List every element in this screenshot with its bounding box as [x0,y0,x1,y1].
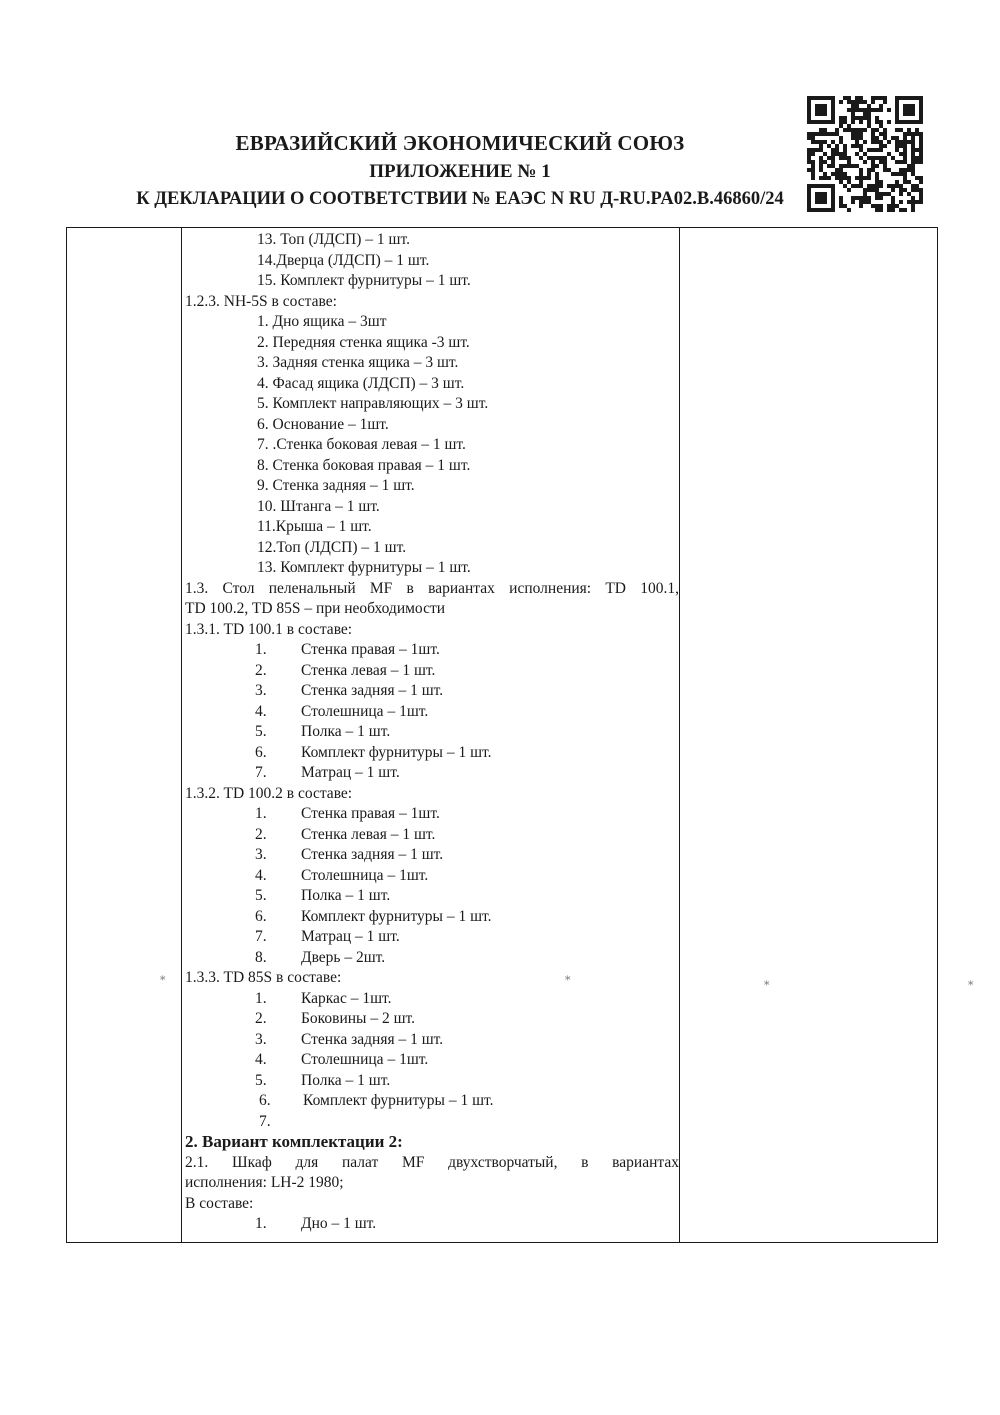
list-item-text: Столешница – 1шт. [301,702,429,720]
list-item-number: 4. [255,702,267,720]
list-item-text: Дно – 1 шт. [301,1215,377,1232]
list-item-number: 3. [255,1030,267,1048]
list-item-number: 2. [255,825,267,843]
list-item [183,948,679,969]
list-item: 13. Топ (ЛДСП) – 1 шт. [257,231,410,248]
list-item: 15. Комплект фурнитуры – 1 шт. [257,272,471,289]
list-item [183,825,679,846]
section-heading: 1.2.3. NH-5S в составе: [185,292,337,310]
list-item-text: Комплект фурнитуры – 1 шт. [303,1092,494,1109]
list-item-number: 3. [255,682,267,699]
list-item [183,927,679,948]
list-item [183,1050,679,1071]
list-item-number: 2. [255,1010,267,1027]
list-item-number: 4. [255,1051,267,1068]
list-item [183,681,679,702]
list-item-text: Стенка задняя – 1 шт. [301,682,444,699]
list-item: 5. Комплект направляющих – 3 шт. [257,395,489,412]
list-item-number: 1. [255,805,267,822]
document-header [0,128,920,213]
variant-heading: 2. Вариант комплектации 2: [185,1132,403,1151]
list-item-text: Стенка левая – 1 шт. [301,825,436,843]
section-heading: 2.1. Шкаф для палат MF двухстворчатый, в вариантах [185,1153,679,1171]
list-item [183,886,679,907]
list-item-number: 4. [255,866,267,884]
list-item [183,763,679,784]
list-item-number: 8. [255,948,267,966]
list-item-number: 1. [255,989,267,1007]
section-heading-continued: TD 100.2, TD 85S – при необходимости [185,600,446,617]
list-item-text: Стенка задняя – 1 шт. [301,1030,444,1048]
list-item [183,845,679,866]
list-item-number: 2. [255,661,267,679]
list-item [183,1214,679,1235]
list-item-text: Столешница – 1шт. [301,866,429,884]
list-item [183,1091,679,1112]
list-item-text: Полка – 1 шт. [301,1071,391,1089]
list-item-text: Стенка левая – 1 шт. [301,661,436,679]
list-item: 3. Задняя стенка ящика – 3 шт. [257,354,459,371]
list-item [183,1030,679,1051]
list-item: 10. Штанга – 1 шт. [257,497,380,515]
list-item-number: 7. [259,1112,271,1130]
list-item-text: Столешница – 1шт. [301,1051,429,1068]
list-item-number: 1. [255,641,267,658]
list-item-text: Стенка правая – 1шт. [301,805,440,822]
list-item-number: 7. [255,928,267,945]
column-divider-right [679,228,680,1242]
list-item: 13. Комплект фурнитуры – 1 шт. [257,559,471,576]
list-item: 2. Передняя стенка ящика -3 шт. [257,333,470,351]
list-item [183,702,679,723]
list-item [183,1009,679,1030]
column-divider-left [181,228,182,1242]
list-item [183,661,679,682]
composition-table [66,227,938,1243]
scan-speck: ⁎ [764,976,770,988]
list-item-number: 5. [255,1071,267,1089]
list-item-number: 5. [255,723,267,740]
list-item-number: 6. [259,1092,271,1109]
list-item-number: 7. [255,764,267,781]
list-item-text: Полка – 1 шт. [301,723,391,740]
scan-speck: ⁎ [968,976,974,988]
list-item: 11.Крыша – 1 шт. [257,518,372,535]
list-item [183,722,679,743]
list-item [183,743,679,764]
list-item-number: 5. [255,887,267,904]
list-item: 7. .Стенка боковая левая – 1 шт. [257,436,466,453]
union-title: ЕВРАЗИЙСКИЙ ЭКОНОМИЧЕСКИЙ СОЮЗ [235,131,685,155]
list-item: 12.Топ (ЛДСП) – 1 шт. [257,538,407,556]
appendix-title: ПРИЛОЖЕНИЕ № 1 [369,161,551,182]
scan-speck: ⁎ [160,971,166,983]
qr-code-icon [806,96,924,212]
list-item-number: 6. [255,743,267,761]
list-item-text: Комплект фурнитуры – 1 шт. [301,743,492,761]
list-item-text: Комплект фурнитуры – 1 шт. [301,907,492,925]
list-item: 6. Основание – 1шт. [257,415,389,433]
list-item-text: Стенка правая – 1шт. [301,641,440,658]
list-item [183,640,679,661]
list-item [183,1071,679,1092]
list-item: 9. Стенка задняя – 1 шт. [257,477,415,494]
list-item-text: Полка – 1 шт. [301,887,391,904]
section-heading: 1.3.1. TD 100.1 в составе: [185,620,353,638]
list-item: 4. Фасад ящика (ЛДСП) – 3 шт. [257,374,465,392]
scan-speck: ⁎ [565,971,571,983]
list-item-text: Стенка задняя – 1 шт. [301,846,444,863]
list-item-number: 6. [255,907,267,925]
list-item-number: 1. [255,1215,267,1232]
list-item-text: Матрац – 1 шт. [301,928,400,945]
list-item-text: Каркас – 1шт. [301,989,392,1007]
composition-label: В составе: [185,1194,254,1212]
list-item [183,866,679,887]
list-item [183,1112,679,1133]
list-item [183,804,679,825]
list-item-text: Матрац – 1 шт. [301,764,400,781]
composition-column [183,230,679,1235]
list-item [183,907,679,928]
declaration-title: К ДЕКЛАРАЦИИ О СООТВЕТСТВИИ № ЕАЭС N RU Д-RU.PA02.B.46860/24 [136,189,784,209]
list-item: 1. Дно ящика – 3шт [257,313,387,330]
list-item-text: Дверь – 2шт. [301,948,386,966]
section-heading: 1.3.2. TD 100.2 в составе: [185,784,353,802]
section-heading-continued: исполнения: LH-2 1980; [185,1174,344,1191]
section-heading: 1.3.3. TD 85S в составе: [185,969,342,986]
section-heading: 1.3. Стол пеленальный MF в вариантах исполнения: TD 100.1, [185,579,679,597]
list-item [183,989,679,1010]
list-item: 8. Стенка боковая правая – 1 шт. [257,456,471,474]
list-item-text: Боковины – 2 шт. [301,1010,416,1027]
list-item: 14.Дверца (ЛДСП) – 1 шт. [257,251,430,269]
list-item-number: 3. [255,846,267,863]
